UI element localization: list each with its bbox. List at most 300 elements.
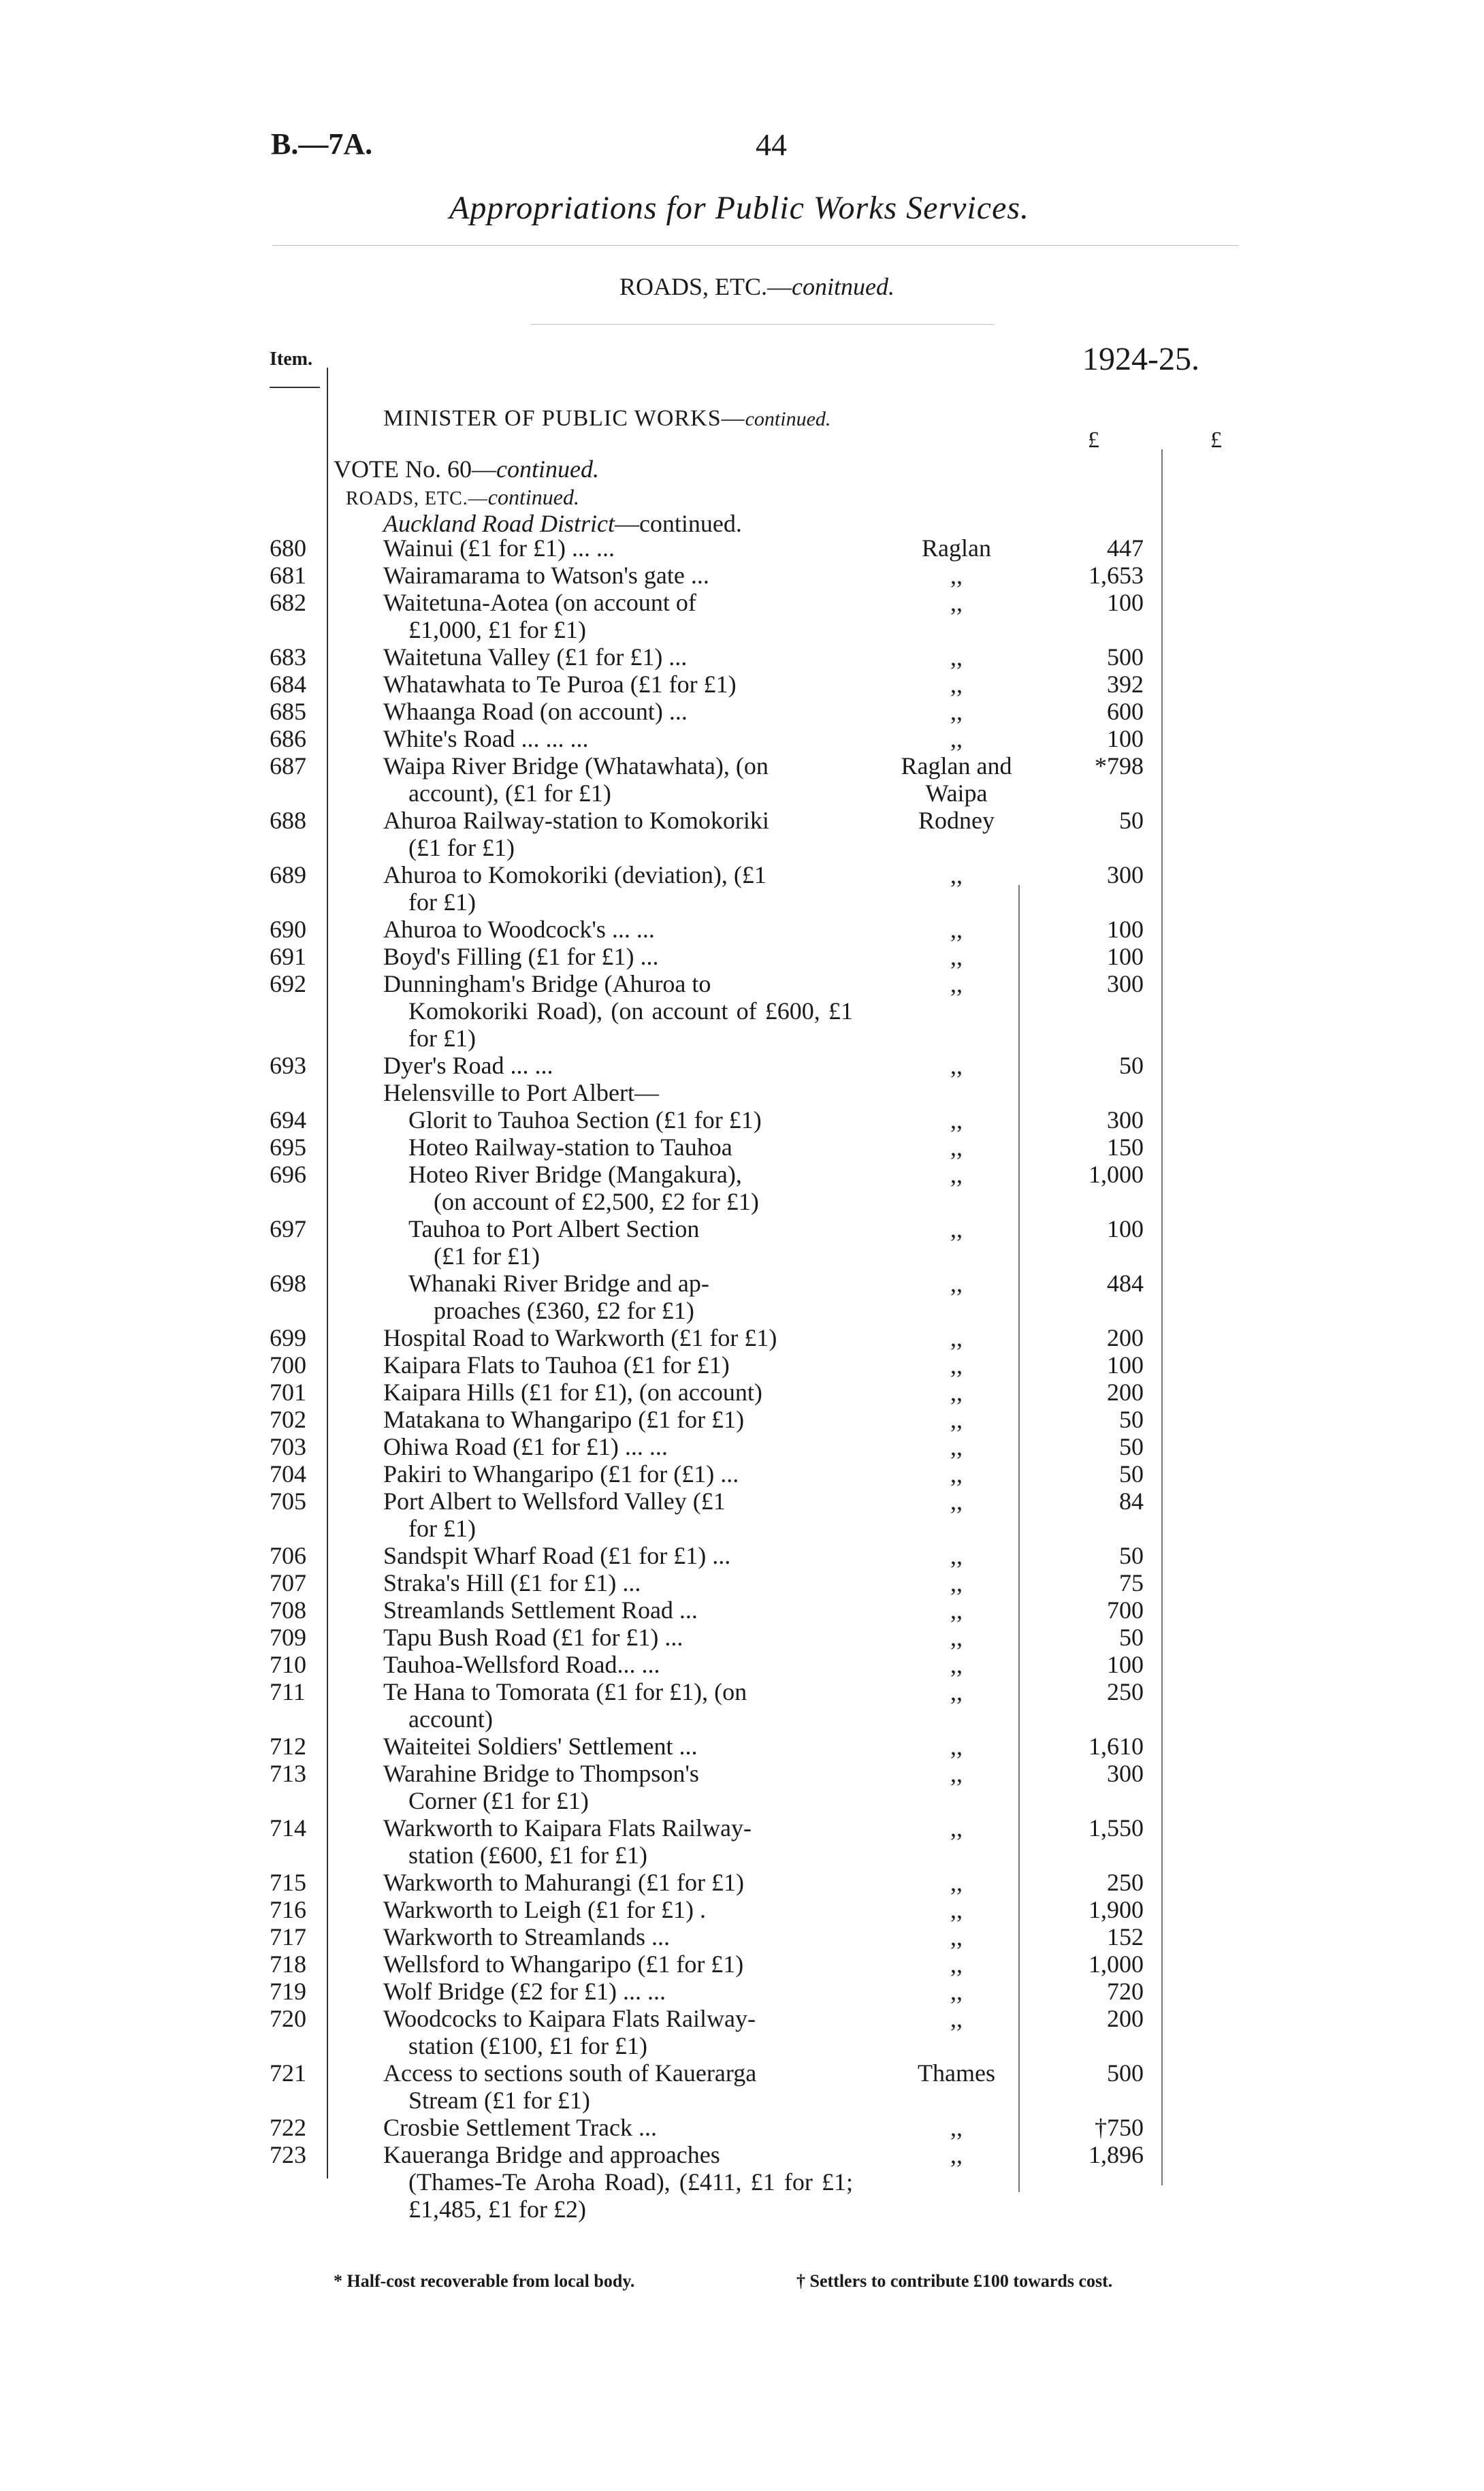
amount: 500: [1107, 643, 1144, 671]
table-row: [0, 1161, 1484, 1215]
electoral-district: [878, 1596, 1035, 1624]
electoral-district-line: Raglan: [922, 534, 991, 562]
table-row: [0, 2114, 1484, 2141]
table-row: [0, 1488, 1484, 1542]
item-number: 701: [270, 1379, 306, 1406]
electoral-district-line: ,,: [950, 1134, 963, 1161]
item-number: 700: [270, 1351, 306, 1379]
item-number: 702: [270, 1406, 306, 1433]
electoral-district-line: ,,: [950, 2005, 963, 2032]
electoral-district-line: Rodney: [918, 807, 995, 834]
roads-subheading-cont: continued.: [487, 485, 579, 509]
electoral-district-line: ,,: [950, 1978, 963, 2005]
item-column-header: Item.: [270, 349, 312, 370]
item-description-continuation: station (£100, £1 for £1): [408, 2032, 647, 2059]
item-number: 708: [270, 1596, 306, 1624]
item-description: [383, 1624, 853, 1651]
currency-symbol-col1: £: [1088, 428, 1099, 453]
amount: 100: [1107, 916, 1144, 943]
electoral-district-line: ,,: [950, 1760, 963, 1787]
electoral-district: [878, 534, 1035, 562]
table-row: [0, 2005, 1484, 2059]
item-description: [383, 1596, 853, 1624]
electoral-district-line: ,,: [950, 2141, 963, 2168]
electoral-district-line: ,,: [950, 698, 963, 725]
item-description: [383, 1651, 853, 1678]
item-number: 693: [270, 1052, 306, 1079]
electoral-district: [878, 1460, 1035, 1488]
item-description-line: Warahine Bridge to Thompson's: [383, 1760, 699, 1787]
roads-subheading: [346, 485, 579, 510]
item-description-line: Te Hana to Tomorata (£1 for £1), (on: [383, 1678, 747, 1705]
item-description: [408, 1134, 853, 1161]
item-number: 713: [270, 1760, 306, 1787]
item-description-line: Port Albert to Wellsford Valley (£1: [383, 1488, 726, 1515]
item-number: 697: [270, 1215, 306, 1242]
table-row: [0, 1379, 1484, 1406]
item-number: 707: [270, 1569, 306, 1596]
item-description-continuation: proaches (£360, £2 for £1): [434, 1297, 694, 1324]
electoral-district-line: ,,: [950, 1351, 963, 1379]
electoral-district-line: ,,: [950, 1106, 963, 1134]
electoral-district-line: ,,: [950, 1161, 963, 1188]
item-description-line: Glorit to Tauhoa Section (£1 for £1): [408, 1106, 762, 1134]
electoral-district: [878, 698, 1035, 725]
item-description: [383, 1678, 853, 1733]
item-description: [383, 643, 853, 671]
table-row: [0, 589, 1484, 643]
item-description: [383, 943, 853, 970]
amount: 1,000: [1088, 1161, 1144, 1188]
amount: 250: [1107, 1869, 1144, 1896]
table-row: [0, 725, 1484, 752]
item-description-continuation: for £1): [408, 1515, 476, 1542]
table-row: [0, 1270, 1484, 1324]
electoral-district: [878, 1379, 1035, 1406]
electoral-district-line: ,,: [950, 2114, 963, 2141]
ministry-heading-cont: continued.: [745, 408, 831, 430]
item-description-continuation: (on account of £2,500, £2 for £1): [434, 1188, 759, 1215]
table-row: [0, 1460, 1484, 1488]
electoral-district: [878, 1760, 1035, 1787]
item-description: [408, 1270, 853, 1324]
item-description: [383, 970, 853, 1052]
item-description-line: Waitetuna Valley (£1 for £1) ...: [383, 643, 688, 671]
electoral-district: [878, 1161, 1035, 1188]
item-description-line: Woodcocks to Kaipara Flats Railway-: [383, 2005, 756, 2032]
table-row: [0, 1896, 1484, 1923]
item-description-line: Whaanga Road (on account) ...: [383, 698, 688, 725]
table-row: [0, 1678, 1484, 1733]
item-description-line: Waiteitei Soldiers' Settlement ...: [383, 1733, 698, 1760]
table-row: [0, 1215, 1484, 1270]
electoral-district: [878, 1433, 1035, 1460]
item-number: 703: [270, 1433, 306, 1460]
amount: 100: [1107, 1351, 1144, 1379]
electoral-district: [878, 643, 1035, 671]
electoral-district: [878, 1351, 1035, 1379]
electoral-district: [878, 2114, 1035, 2141]
amount: 700: [1107, 1596, 1144, 1624]
item-description-continuation: station (£600, £1 for £1): [408, 1842, 647, 1869]
item-number: 699: [270, 1324, 306, 1351]
item-description: [383, 1896, 853, 1923]
electoral-district-line2: Waipa: [925, 780, 988, 807]
item-description: [383, 1324, 853, 1351]
electoral-district-line: ,,: [950, 1950, 963, 1978]
item-number: 681: [270, 562, 306, 589]
amount: 200: [1107, 1324, 1144, 1351]
item-description-line: Waipa River Bridge (Whatawhata), (on: [383, 752, 769, 780]
amount: 100: [1107, 589, 1144, 616]
table-row: [0, 1351, 1484, 1379]
amount: 100: [1107, 1215, 1144, 1242]
item-number: 682: [270, 589, 306, 616]
electoral-district-line: ,,: [950, 1869, 963, 1896]
electoral-district-line: ,,: [950, 970, 963, 997]
vote-heading-cont: continued.: [496, 455, 599, 483]
item-description: [408, 1161, 853, 1215]
table-row: [0, 1134, 1484, 1161]
amount: 150: [1107, 1134, 1144, 1161]
electoral-district: [878, 1978, 1035, 2005]
amount: 50: [1119, 1433, 1144, 1460]
item-number: 683: [270, 643, 306, 671]
electoral-district-line: ,,: [950, 671, 963, 698]
section-heading: [619, 272, 894, 301]
item-number: 688: [270, 807, 306, 834]
item-number: 686: [270, 725, 306, 752]
electoral-district: [878, 562, 1035, 589]
electoral-district: [878, 1106, 1035, 1134]
item-description: [408, 1215, 853, 1270]
amount: 500: [1107, 2059, 1144, 2087]
item-description: [408, 1106, 853, 1134]
amount: 392: [1107, 671, 1144, 698]
item-description-line: Hoteo Railway-station to Tauhoa: [408, 1134, 732, 1161]
item-description-line: Ahuroa to Komokoriki (deviation), (£1: [383, 861, 767, 888]
electoral-district-line: ,,: [950, 1651, 963, 1678]
item-description: [383, 1406, 853, 1433]
electoral-district-line: ,,: [950, 725, 963, 752]
roads-subheading-main: ROADS, ETC.—: [346, 488, 488, 509]
item-description: [383, 1950, 853, 1978]
electoral-district-line: ,,: [950, 1488, 963, 1515]
amount: 1,896: [1088, 2141, 1144, 2168]
electoral-district-line: ,,: [950, 1542, 963, 1569]
table-row: [0, 1624, 1484, 1651]
item-number: 717: [270, 1923, 306, 1950]
table-row: [0, 1814, 1484, 1869]
electoral-district: [878, 1923, 1035, 1950]
item-description: [383, 807, 853, 861]
district-heading-cont: —continued.: [614, 510, 742, 537]
item-number: 704: [270, 1460, 306, 1488]
electoral-district-line: ,,: [950, 589, 963, 616]
amount: 1,550: [1088, 1814, 1144, 1842]
item-description-line: Ohiwa Road (£1 for £1) ... ...: [383, 1433, 668, 1460]
electoral-district: [878, 1542, 1035, 1569]
table-row: [0, 1869, 1484, 1896]
table-row: [0, 1978, 1484, 2005]
section-heading-main: ROADS, ETC.—: [619, 273, 792, 300]
item-description-line: Ahuroa to Woodcock's ... ...: [383, 916, 655, 943]
table-row: [0, 1569, 1484, 1596]
page-code: B.—7A.: [271, 127, 373, 161]
electoral-district: [878, 2141, 1035, 2168]
item-number: 687: [270, 752, 306, 780]
amount: *798: [1095, 752, 1144, 780]
item-description: [383, 2141, 853, 2223]
item-description-line: Wainui (£1 for £1) ... ...: [383, 534, 615, 562]
item-description: [383, 589, 853, 643]
item-description-line: Warkworth to Kaipara Flats Railway-: [383, 1814, 752, 1842]
table-row: [0, 671, 1484, 698]
item-description: [383, 1733, 853, 1760]
item-description-line: Kaipara Hills (£1 for £1), (on account): [383, 1379, 762, 1406]
item-description-continuation: Helensville to Port Albert—: [383, 1079, 659, 1106]
amount: 200: [1107, 1379, 1144, 1406]
table-row: [0, 943, 1484, 970]
district-heading: [383, 509, 742, 538]
item-number: 710: [270, 1651, 306, 1678]
item-number: 695: [270, 1134, 306, 1161]
amount: 300: [1107, 861, 1144, 888]
item-description: [383, 534, 853, 562]
amount: 100: [1107, 943, 1144, 970]
amount: 50: [1119, 1624, 1144, 1651]
electoral-district: [878, 1324, 1035, 1351]
item-number: 690: [270, 916, 306, 943]
amount: 100: [1107, 725, 1144, 752]
table-row: [0, 861, 1484, 916]
electoral-district-line: ,,: [950, 916, 963, 943]
electoral-district: [878, 943, 1035, 970]
table-row: [0, 970, 1484, 1052]
amount: 50: [1119, 807, 1144, 834]
electoral-district: [878, 1869, 1035, 1896]
item-description-continuation: for £1): [408, 888, 476, 916]
table-row: [0, 562, 1484, 589]
electoral-district-line: ,,: [950, 1814, 963, 1842]
electoral-district-line: ,,: [950, 1406, 963, 1433]
item-description-continuation: £1,000, £1 for £1): [408, 616, 586, 643]
item-number: 691: [270, 943, 306, 970]
table-row: [0, 1433, 1484, 1460]
item-number: 709: [270, 1624, 306, 1651]
electoral-district: [878, 1678, 1035, 1705]
electoral-district: [878, 589, 1035, 616]
amount: 300: [1107, 1760, 1144, 1787]
amount: 50: [1119, 1052, 1144, 1079]
item-description-continuation: account): [408, 1705, 493, 1733]
item-number: 694: [270, 1106, 306, 1134]
item-description: [383, 1460, 853, 1488]
item-description: [383, 2059, 853, 2114]
amount: 250: [1107, 1678, 1144, 1705]
electoral-district: [878, 1814, 1035, 1842]
item-description-line: Warkworth to Streamlands ...: [383, 1923, 671, 1950]
amount: 484: [1107, 1270, 1144, 1297]
electoral-district: [878, 1052, 1035, 1079]
header-rule: [272, 245, 1239, 246]
item-description-line: Dunningham's Bridge (Ahuroa to: [383, 970, 711, 997]
amount: 1,900: [1088, 1896, 1144, 1923]
electoral-district-line: ,,: [950, 1624, 963, 1651]
item-description-line: Tauhoa to Port Albert Section: [408, 1215, 700, 1242]
electoral-district-line: ,,: [950, 1896, 963, 1923]
item-description: [383, 562, 853, 589]
electoral-district-line: ,,: [950, 1052, 963, 1079]
amount: 447: [1107, 534, 1144, 562]
item-description: [383, 1869, 853, 1896]
electoral-district-line: ,,: [950, 1923, 963, 1950]
item-description: [383, 698, 853, 725]
item-number: 721: [270, 2059, 306, 2087]
electoral-district: [878, 671, 1035, 698]
item-description: [383, 671, 853, 698]
electoral-district: [878, 1624, 1035, 1651]
vote-heading-main: VOTE No. 60—: [334, 455, 496, 483]
item-description-line: Matakana to Whangaripo (£1 for £1): [383, 1406, 745, 1433]
item-description-line: Pakiri to Whangaripo (£1 for (£1) ...: [383, 1460, 739, 1488]
item-description: [383, 1978, 853, 2005]
item-description: [383, 1379, 853, 1406]
item-description: [383, 1542, 853, 1569]
item-description-line: Whatawhata to Te Puroa (£1 for £1): [383, 671, 737, 698]
item-number: 692: [270, 970, 306, 997]
appropriation-rows: [0, 534, 1484, 2223]
item-description-line: Dyer's Road ... ...: [383, 1052, 553, 1079]
item-description-line: Whanaki River Bridge and ap-: [408, 1270, 709, 1297]
item-description-line: Kaueranga Bridge and approaches: [383, 2141, 720, 2168]
item-description: [383, 725, 853, 752]
item-description: [383, 1351, 853, 1379]
item-description-line: Boyd's Filling (£1 for £1) ...: [383, 943, 659, 970]
table-row: [0, 698, 1484, 725]
item-description-line: Tapu Bush Road (£1 for £1) ...: [383, 1624, 683, 1651]
electoral-district-line: ,,: [950, 1324, 963, 1351]
item-description-continuation: (£1 for £1): [408, 834, 515, 861]
district-heading-name: Auckland Road District: [383, 510, 615, 537]
item-description-line: Ahuroa Railway-station to Komokoriki: [383, 807, 769, 834]
item-description-continuation: Corner (£1 for £1): [408, 1787, 589, 1814]
electoral-district: [878, 1215, 1035, 1242]
electoral-district-line: ,,: [950, 643, 963, 671]
electoral-district: [878, 2005, 1035, 2032]
table-row: [0, 534, 1484, 562]
item-description-line: Crosbie Settlement Track ...: [383, 2114, 657, 2141]
item-number: 680: [270, 534, 306, 562]
electoral-district: [878, 1651, 1035, 1678]
item-number: 689: [270, 861, 306, 888]
ministry-heading: [383, 406, 830, 432]
electoral-district: [878, 725, 1035, 752]
amount: †750: [1095, 2114, 1144, 2141]
item-description: [383, 1814, 853, 1869]
electoral-district-line: ,,: [950, 1678, 963, 1705]
amount: 720: [1107, 1978, 1144, 2005]
footnote-half-cost: * Half-cost recoverable from local body.: [334, 2271, 635, 2291]
table-row: [0, 1950, 1484, 1978]
electoral-district-line: ,,: [950, 1433, 963, 1460]
item-description-line: Warkworth to Mahurangi (£1 for £1): [383, 1869, 744, 1896]
currency-symbol-col2: £: [1210, 428, 1222, 453]
item-number: 698: [270, 1270, 306, 1297]
electoral-district-line: Raglan and: [901, 752, 1012, 780]
item-description: [383, 752, 853, 807]
item-number: 722: [270, 2114, 306, 2141]
item-number: 696: [270, 1161, 306, 1188]
item-description: [383, 1433, 853, 1460]
page-title: Appropriations for Public Works Services.: [449, 190, 1030, 226]
amount: 50: [1119, 1460, 1144, 1488]
amount: 84: [1119, 1488, 1144, 1515]
table-row: [0, 752, 1484, 807]
amount: 1,653: [1088, 562, 1144, 589]
item-description: [383, 2005, 853, 2059]
item-description-line: Waitetuna-Aotea (on account of: [383, 589, 696, 616]
ministry-heading-main: MINISTER OF PUBLIC WORKS—: [383, 406, 745, 431]
electoral-district: [878, 1950, 1035, 1978]
table-row: [0, 916, 1484, 943]
amount: 1,000: [1088, 1950, 1144, 1978]
item-description-continuation: account), (£1 for £1): [408, 780, 611, 807]
table-row: [0, 807, 1484, 861]
item-description-line: Warkworth to Leigh (£1 for £1) .: [383, 1896, 706, 1923]
electoral-district-line: ,,: [950, 861, 963, 888]
item-number: 723: [270, 2141, 306, 2168]
electoral-district-line: ,,: [950, 562, 963, 589]
item-number: 711: [270, 1678, 306, 1705]
page-number: 44: [756, 127, 787, 162]
item-description-line: Access to sections south of Kauerarga: [383, 2059, 757, 2087]
amount: 1,610: [1088, 1733, 1144, 1760]
electoral-district-line: ,,: [950, 1270, 963, 1297]
item-number: 714: [270, 1814, 306, 1842]
electoral-district: [878, 1488, 1035, 1515]
item-number: 715: [270, 1869, 306, 1896]
table-row: [0, 2059, 1484, 2114]
year-column-header: 1924-25.: [1082, 341, 1199, 377]
table-row: [0, 1923, 1484, 1950]
item-description: [383, 1488, 853, 1542]
amount: 300: [1107, 1106, 1144, 1134]
electoral-district: [878, 1896, 1035, 1923]
item-description-continuation: Stream (£1 for £1): [408, 2087, 590, 2114]
footnote-settlers: † Settlers to contribute £100 towards cost.: [796, 2271, 1113, 2291]
table-row: [0, 1733, 1484, 1760]
table-row: [0, 1596, 1484, 1624]
item-description-line: Hospital Road to Warkworth (£1 for £1): [383, 1324, 777, 1351]
table-row: [0, 1324, 1484, 1351]
electoral-district-line: ,,: [950, 1379, 963, 1406]
item-description-line: Kaipara Flats to Tauhoa (£1 for £1): [383, 1351, 730, 1379]
electoral-district: [878, 916, 1035, 943]
electoral-district: [878, 752, 1035, 807]
item-description: [383, 2114, 853, 2141]
electoral-district: [878, 1134, 1035, 1161]
amount: 152: [1107, 1923, 1144, 1950]
item-number: 719: [270, 1978, 306, 2005]
item-description-line: Streamlands Settlement Road ...: [383, 1596, 698, 1624]
electoral-district: [878, 807, 1035, 834]
electoral-district: [878, 2059, 1035, 2087]
table-row: [0, 1106, 1484, 1134]
electoral-district: [878, 1569, 1035, 1596]
electoral-district: [878, 1270, 1035, 1297]
item-description: [383, 1923, 853, 1950]
